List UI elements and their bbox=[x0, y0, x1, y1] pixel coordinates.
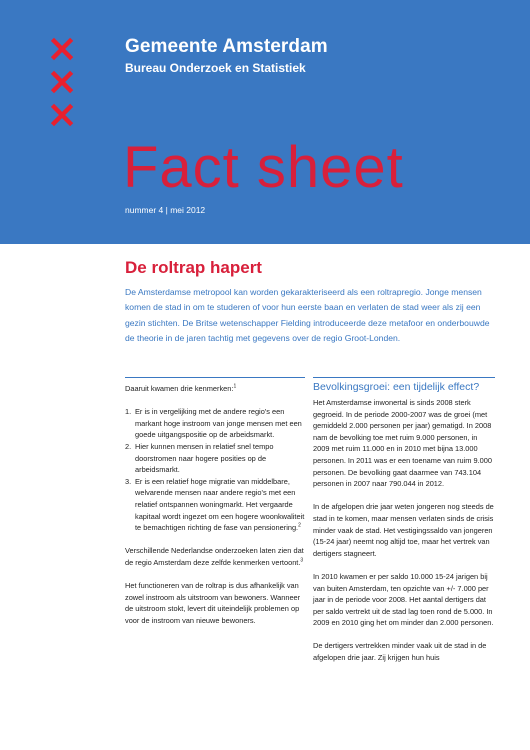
cross-icon: × bbox=[46, 26, 78, 70]
footnote-ref: 2 bbox=[298, 522, 301, 529]
paragraph: Het functioneren van de roltrap is dus afhankelijk van zowel instroom als uitstroom van bewoners. Wanneer de uitstroom stokt, levert dit uiteindelijk problemen op voor de instroom van nieuwe bewoners. bbox=[125, 581, 301, 625]
cross-icon: × bbox=[46, 59, 78, 103]
list-item: 3. Er is een relatief hoge migratie van middelbare, welvarende mensen naar andere regio's met een relatief ontspannen woningmarkt. Het vergaarde kapitaal wordt ingezet om een hogere woonkwaliteit te bemachtigen richting de fase van pensionering.$^2$ bbox=[125, 476, 305, 533]
section-heading: Bevolkingsgroei: een tijdelijk effect? bbox=[313, 381, 480, 393]
article-title: De roltrap hapert bbox=[125, 258, 262, 277]
cross-icon: × bbox=[46, 92, 78, 136]
paragraph: In 2010 kwamen er per saldo 10.000 15-24 jarigen bij van buiten Amsterdam, ten opzichte van +/- 7.000 per jaar in de periode voor 2008. Het aantal dertigers dat per saldo vertrekt uit de stad lag toen rond de 5.000. In 2009 en 2010 ging het om minder dan 2.000 personen. bbox=[313, 571, 494, 628]
left-column bbox=[125, 383, 305, 638]
article-intro: De Amsterdamse metropool kan worden gekarakteriseerd als een roltrapregio. Jonge mensen komen de stad in om te studeren of voor hun eerste baan en verlaten de stad weer als zij een gezin stichten. De Britse wetenschapper Fielding introduceerde deze metafoor en onderbouwde de theorie in de jaren tachtig met gegevens over de regio Groot-Londen. bbox=[125, 287, 490, 343]
list-lead: Daaruit kwamen drie kenmerken:$^1$ bbox=[125, 383, 237, 393]
paragraph: De dertigers vertrekken minder vaak uit de stad in de afgelopen drie jaar. Zij krijgen hun huis bbox=[313, 641, 487, 663]
paragraph: In de afgelopen drie jaar weten jongeren nog steeds de stad in te komen, maar mensen verlaten sinds de crisis minder vaak de stad. Het vestigingssaldo van jongeren (15-24 jaar) neemt nog altijd toe, maar het vertrek van dertigers stagneert. bbox=[313, 502, 494, 558]
right-column bbox=[313, 380, 495, 675]
header-banner bbox=[0, 0, 530, 244]
org-name: Gemeente Amsterdam bbox=[125, 36, 328, 57]
footnote-ref: 1 bbox=[233, 383, 237, 390]
city-logo bbox=[46, 26, 78, 136]
org-subtitle: Bureau Onderzoek en Statistiek bbox=[125, 61, 306, 75]
column-divider-left bbox=[125, 377, 305, 378]
document-title: Fact sheet bbox=[123, 135, 404, 200]
list-item: 2. Hier kunnen mensen in relatief snel tempo doorstromen naar hogere posities op de arbeidsmarkt. bbox=[125, 441, 274, 475]
paragraph: Het Amsterdamse inwonertal is sinds 2008 sterk gegroeid. In de periode 2000-2007 was de groei (met gemiddeld 2.000 personen per jaar) gematigd. In 2008 nam de bevolking toe met ruim 9.000 personen, in 2009 met ruim 11.000 en in 2010 met bijna 13.000 personen. In 2011 was er een toename van ruim 9.000 personen. De bevolking gaat daarmee van 743.104 personen in 2007 naar 790.044 in 2012. bbox=[313, 398, 492, 489]
paragraph: Verschillende Nederlandse onderzoeken laten zien dat de regio Amsterdam deze zelfde kenmerken vertoont.$^3$ bbox=[125, 546, 304, 567]
list-item: 1. Er is in vergelijking met de andere regio's een markant hoge instroom van jonge mensen met een goede uitgangspositie op de arbeidsmarkt. bbox=[125, 407, 302, 440]
characteristics-list bbox=[125, 406, 305, 534]
column-divider-right bbox=[313, 377, 495, 378]
footnote-ref: 3 bbox=[300, 557, 304, 564]
issue-info: nummer 4 | mei 2012 bbox=[125, 205, 206, 215]
